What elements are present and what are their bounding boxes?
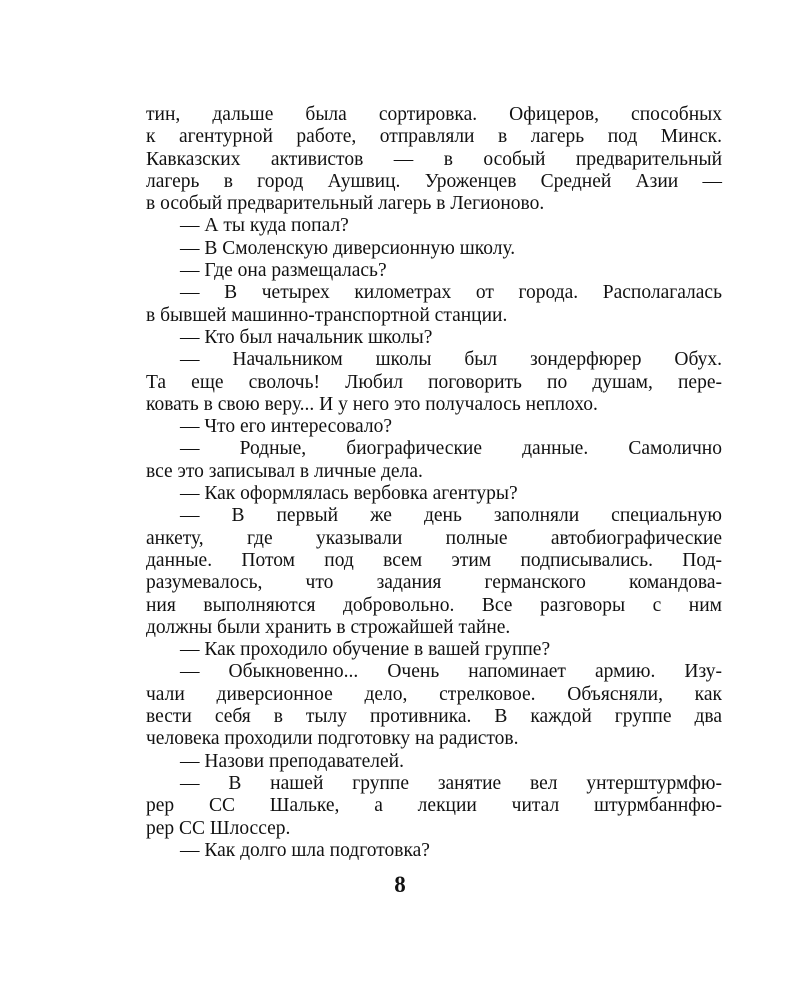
text-line: данные. Потом под всем этим подписывались. Под- bbox=[146, 549, 722, 571]
text-line: должны были хранить в строжайшей тайне. bbox=[146, 616, 511, 638]
text-line: лагерь в город Аушвиц. Уроженцев Средней Азии — bbox=[146, 170, 722, 192]
text-line: к агентурной работе, отправляли в лагерь под Минск. bbox=[146, 126, 722, 148]
text-line: — В Смоленскую диверсионную школу. bbox=[180, 237, 516, 259]
text-line: в бывшей машинно-транспортной станции. bbox=[146, 304, 508, 326]
text-line: — Как долго шла подготовка? bbox=[180, 839, 430, 861]
text-line: Та еще сволочь! Любил поговорить по душам, пере- bbox=[146, 371, 722, 393]
text-line: — Как оформлялась вербовка агентуры? bbox=[180, 483, 518, 505]
text-line: человека проходили подготовку на радистов. bbox=[146, 728, 519, 750]
text-line: — В нашей группе занятие вел унтерштурмфю- bbox=[180, 772, 722, 794]
text-line: Кавказских активистов — в особый предварительный bbox=[146, 148, 722, 170]
text-line: — Что его интересовало? bbox=[180, 416, 392, 438]
text-line: анкету, где указывали полные автобиографические bbox=[146, 527, 722, 549]
text-line: — Начальником школы был зондерфюрер Обух. bbox=[180, 349, 722, 371]
text-line: — Назови преподавателей. bbox=[180, 750, 404, 772]
text-line: — В первый же день заполняли специальную bbox=[180, 505, 722, 527]
text-line: — Где она размещалась? bbox=[180, 260, 387, 282]
text-line: все это записывал в личные дела. bbox=[146, 460, 423, 482]
text-line: — Как проходило обучение в вашей группе? bbox=[180, 639, 551, 661]
text-line: — Кто был начальник школы? bbox=[180, 326, 433, 348]
text-line: разумевалось, что задания германского командова- bbox=[146, 572, 722, 594]
text-line: вести себя в тылу противника. В каждой группе два bbox=[146, 706, 722, 728]
text-line: ковать в свою веру... И у него это получалось неплохо. bbox=[146, 393, 598, 415]
text-line: — Обыкновенно... Очень напоминает армию. Изу- bbox=[180, 661, 722, 683]
text-line: рер СС Шлоссер. bbox=[146, 817, 291, 839]
text-line: — В четырех километрах от города. Располагалась bbox=[180, 282, 722, 304]
text-line: — Родные, биографические данные. Самолично bbox=[180, 438, 722, 460]
text-line: ния выполняются добровольно. Все разговоры с ним bbox=[146, 594, 722, 616]
page-number: 8 bbox=[394, 872, 406, 897]
text-line: рер СС Шальке, а лекции читал штурмбаннфю- bbox=[146, 795, 722, 817]
text-line: тин, дальше была сортировка. Офицеров, способных bbox=[146, 104, 722, 125]
text-line: в особый предварительный лагерь в Легионово. bbox=[146, 193, 545, 215]
text-line: чали диверсионное дело, стрелковое. Объясняли, как bbox=[146, 683, 722, 705]
text-line: — А ты куда попал? bbox=[180, 215, 349, 237]
book-page-text bbox=[146, 104, 722, 862]
